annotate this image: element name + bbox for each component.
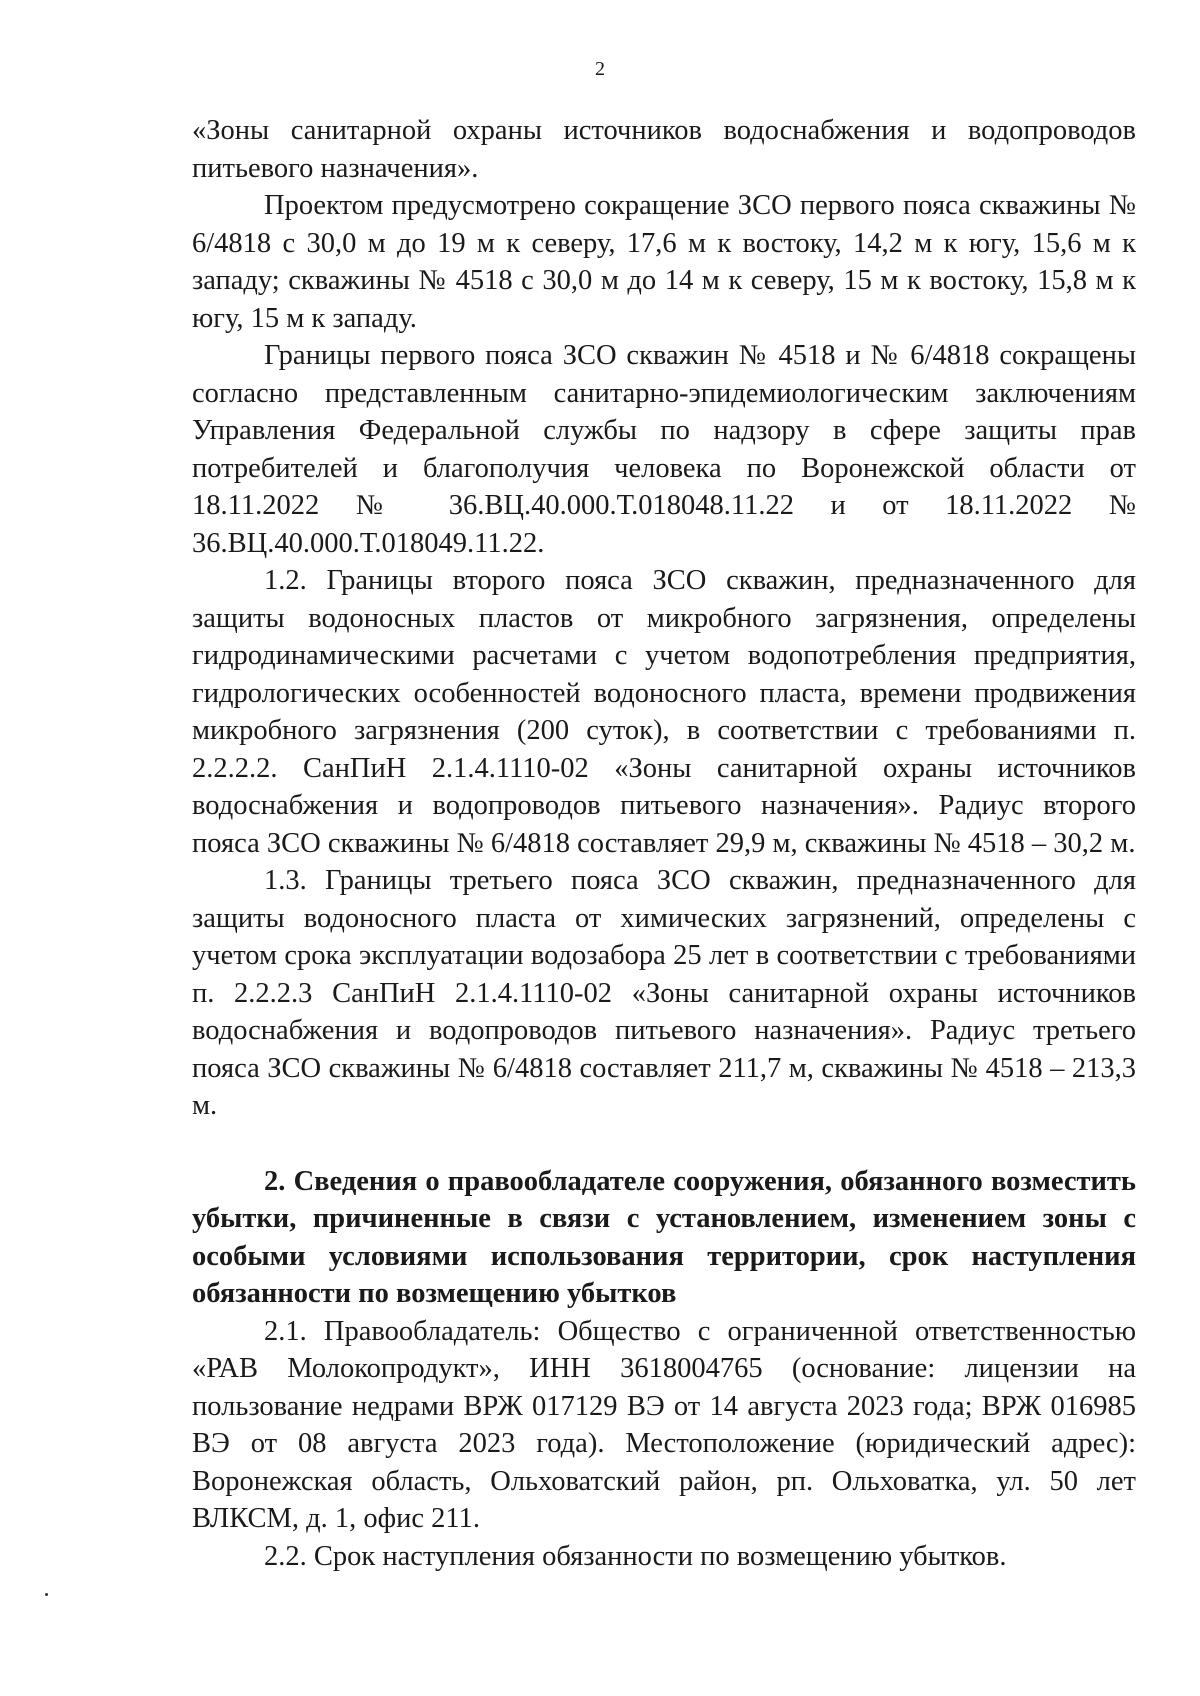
paragraph-first-belt-conclusions: Границы первого пояса ЗСО скважин № 4518 и № 6/4818 сокращены согласно представленным санитарно-эпидемиологическим заключениям Управления Федеральной службы по надзору в сфере защиты прав потребителей и благополучия человека по Воронежской области от 18.11.2022 № 36.ВЦ.40.000.Т.018048.11.22 и от 18.11.2022 № 36.ВЦ.40.000.Т.018049.11.22. [192, 340, 1136, 559]
scan-speck [45, 1593, 48, 1596]
paragraph-second-belt: 1.2. Границы второго пояса ЗСО скважин, предназначенного для защиты водоносных пластов от микробного загрязнения, определены гидродинамическими расчетами с учетом водопотребления предприятия, гидрологических особенностей водоносного пласта, времени продвижения микробного загрязнения (200 суток), в соответствии с требованиями п. 2.2.2.2. СанПиН 2.1.4.1110-02 «Зоны санитарной охраны источников водоснабжения и водопроводов питьевого назначения». Радиус второго пояса ЗСО скважины № 6/4818 составляет 29,9 м, скважины № 4518 – 30,2 м. [192, 565, 1136, 859]
paragraph-obligation-term: 2.2. Срок наступления обязанности по возмещению убытков. [264, 1540, 1007, 1572]
paragraph-first-belt-reduction: Проектом предусмотрено сокращение ЗСО первого пояса скважины № 6/4818 с 30,0 м до 19 м к северу, 17,6 м к востоку, 14,2 м к югу, 15,6 м к западу; скважины № 4518 с 30,0 м до 14 м к северу, 15 м к востоку, 15,8 м к югу, 15 м к западу. [192, 190, 1136, 334]
paragraph-rightholder: 2.1. Правообладатель: Общество с ограниченной ответственностью «РАВ Молокопродукт», ИНН 3618004765 (основание: лицензии на пользование недрами ВРЖ 017129 ВЭ от 14 августа 2023 года; ВРЖ 016985 ВЭ от 08 августа 2023 года). Местоположение (юридический адрес): Воронежская область, Ольховатский район, рп. Ольховатка, ул. 50 лет ВЛКСМ, д. 1, офис 211. [192, 1315, 1136, 1534]
paragraph-zso-standard-title: «Зоны санитарной охраны источников водоснабжения и водопроводов питьевого назначения». [192, 115, 1136, 184]
paragraph-third-belt: 1.3. Границы третьего пояса ЗСО скважин, предназначенного для защиты водоносного пласта от химических загрязнений, определены с учетом срока эксплуатации водозабора 25 лет в соответствии с требованиями п. 2.2.2.3 СанПиН 2.1.4.1110-02 «Зоны санитарной охраны источников водоснабжения и водопроводов питьевого назначения». Радиус третьего пояса ЗСО скважины № 6/4818 составляет 211,7 м, скважины № 4518 – 213,3 м. [192, 865, 1136, 1121]
document-body [192, 112, 1136, 1575]
section-heading-rightholder: 2. Сведения о правообладателе сооружения, обязанного возместить убытки, причиненные в связи с установлением, изменением зоны с особыми условиями использования территории, срок наступления обязанности по возмещению убытков [192, 1165, 1136, 1309]
page-number: 2 [595, 58, 605, 80]
